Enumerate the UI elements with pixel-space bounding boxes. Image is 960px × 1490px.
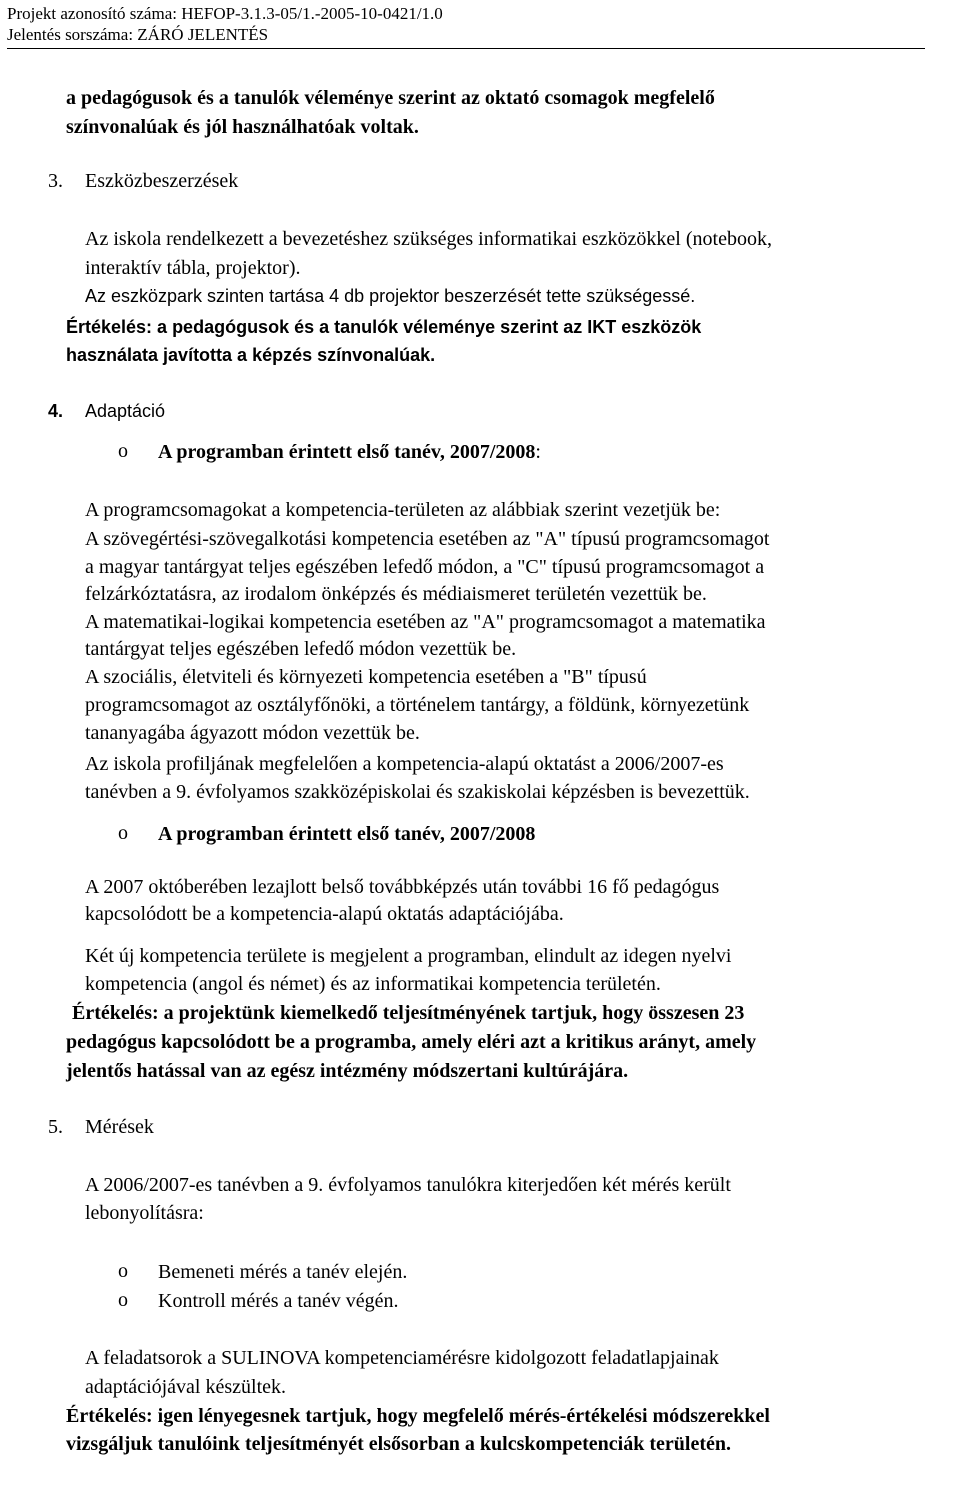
section-3-para-line-1: Az iskola rendelkezett a bevezetéshez szükséges informatikai eszközökkel (notebook, (85, 228, 772, 250)
measurement-item-1: Bemeneti mérés a tanév elején. (158, 1261, 408, 1283)
section-4-number: 4. (48, 401, 64, 421)
section-4-eval-line-1: Értékelés: a projektünk kiemelkedő teljesítményének tartjuk, hogy összesen 23 (72, 1002, 745, 1024)
section-4-para-line-7: A szociális, életviteli és környezeti kompetencia esetében a "B" típusú (85, 666, 647, 688)
bullet-marker: o (118, 1289, 128, 1311)
section-4-para2-line-2: kapcsolódott be a kompetencia-alapú oktatás adaptációjába. (85, 903, 564, 925)
section-5-eval-line-2: vizsgáljuk tanulóink teljesítményét elsősorban a kulcskompetenciák területén. (66, 1433, 731, 1455)
header-divider (7, 48, 925, 49)
section-3-para-line-2: interaktív tábla, projektor). (85, 257, 301, 279)
section-4-para2-line-1: A 2007 októberében lezajlott belső továbbképzés után további 16 fő pedagógus (85, 876, 720, 898)
bullet-marker: o (118, 822, 128, 844)
section-4-para-line-3: a magyar tantárgyat teljes egészében lefedő módon, a "C" típusú programcsomagot a (85, 556, 765, 578)
header-project-id: Projekt azonosító száma: HEFOP-3.1.3-05/1.-2005-10-0421/1.0 (7, 4, 443, 23)
section-5-para-line-2: lebonyolításra: (85, 1202, 204, 1224)
section-4-subheading-2: A programban érintett első tanév, 2007/2008 (158, 823, 536, 845)
measurement-item-2: Kontroll mérés a tanév végén. (158, 1290, 399, 1312)
subheading-colon: : (535, 441, 541, 463)
section-3-title: Eszközbeszerzések (85, 170, 239, 192)
section-5-para2-line-1: A feladatsorok a SULINOVA kompetenciamérésre kidolgozott feladatlapjainak (85, 1347, 719, 1369)
section-4-subheading-1: A programban érintett első tanév, 2007/2008 (158, 441, 536, 463)
header-report-number: Jelentés sorszáma: ZÁRÓ JELENTÉS (7, 25, 269, 44)
bullet-marker: o (118, 1260, 128, 1282)
section-4-para-line-6: tantárgyat teljes egészében lefedő módon vezettük be. (85, 638, 517, 660)
section-4-para-line-1: A programcsomagokat a kompetencia-területen az alábbiak szerint vezetjük be: (85, 499, 721, 521)
section-3-note: Az eszközpark szinten tartása 4 db projektor beszerzését tette szükségessé. (85, 286, 696, 306)
section-5-para-line-1: A 2006/2007-es tanévben a 9. évfolyamos tanulókra kiterjedően két mérés került (85, 1174, 731, 1196)
intro-eval-line-1: a pedagógusok és a tanulók véleménye szerint az oktató csomagok megfelelő (66, 87, 715, 109)
section-4-para-line-10: Az iskola profiljának megfelelően a kompetencia-alapú oktatást a 2006/2007-es (85, 753, 724, 775)
bullet-marker: o (118, 440, 128, 462)
intro-eval-line-2: színvonalúak és jól használhatóak voltak. (66, 116, 419, 138)
section-5-number: 5. (48, 1116, 63, 1138)
section-4-title: Adaptáció (85, 401, 166, 421)
section-4-para3-line-2: kompetencia (angol és német) és az informatikai kompetencia területén. (85, 973, 661, 995)
section-4-para-line-4: felzárkóztatásra, az irodalom önképzés és médiaismeret területén vezettük be. (85, 583, 707, 605)
section-3-number: 3. (48, 170, 63, 192)
section-5-title: Mérések (85, 1116, 154, 1138)
section-5-eval-line-1: Értékelés: igen lényegesnek tartjuk, hogy megfelelő mérés-értékelési módszerekkel (66, 1405, 770, 1427)
section-4-para-line-2: A szövegértési-szövegalkotási kompetencia esetében az "A" típusú programcsomagot (85, 528, 770, 550)
section-3-eval-line-1: Értékelés: a pedagógusok és a tanulók véleménye szerint az IKT eszközök (66, 317, 702, 337)
section-3-eval-line-2: használata javította a képzés színvonalúak. (66, 345, 436, 365)
section-4-para-line-5: A matematikai-logikai kompetencia esetében az "A" programcsomagot a matematika (85, 611, 766, 633)
section-4-para-line-8: programcsomagot az osztályfőnöki, a történelem tantárgy, a földünk, környezetünk (85, 694, 750, 716)
section-5-para2-line-2: adaptációjával készültek. (85, 1376, 287, 1398)
section-4-para3-line-1: Két új kompetencia területe is megjelent a programban, elindult az idegen nyelvi (85, 945, 732, 967)
section-4-eval-line-2: pedagógus kapcsolódott be a programba, amely eléri azt a kritikus arányt, amely (66, 1031, 757, 1053)
section-4-eval-line-3: jelentős hatással van az egész intézmény módszertani kultúrájára. (66, 1060, 629, 1082)
section-4-para-line-11: tanévben a 9. évfolyamos szakközépiskolai és szakiskolai képzésben is bevezettük. (85, 781, 750, 803)
section-4-para-line-9: tananyagába ágyazott módon vezettük be. (85, 722, 420, 744)
